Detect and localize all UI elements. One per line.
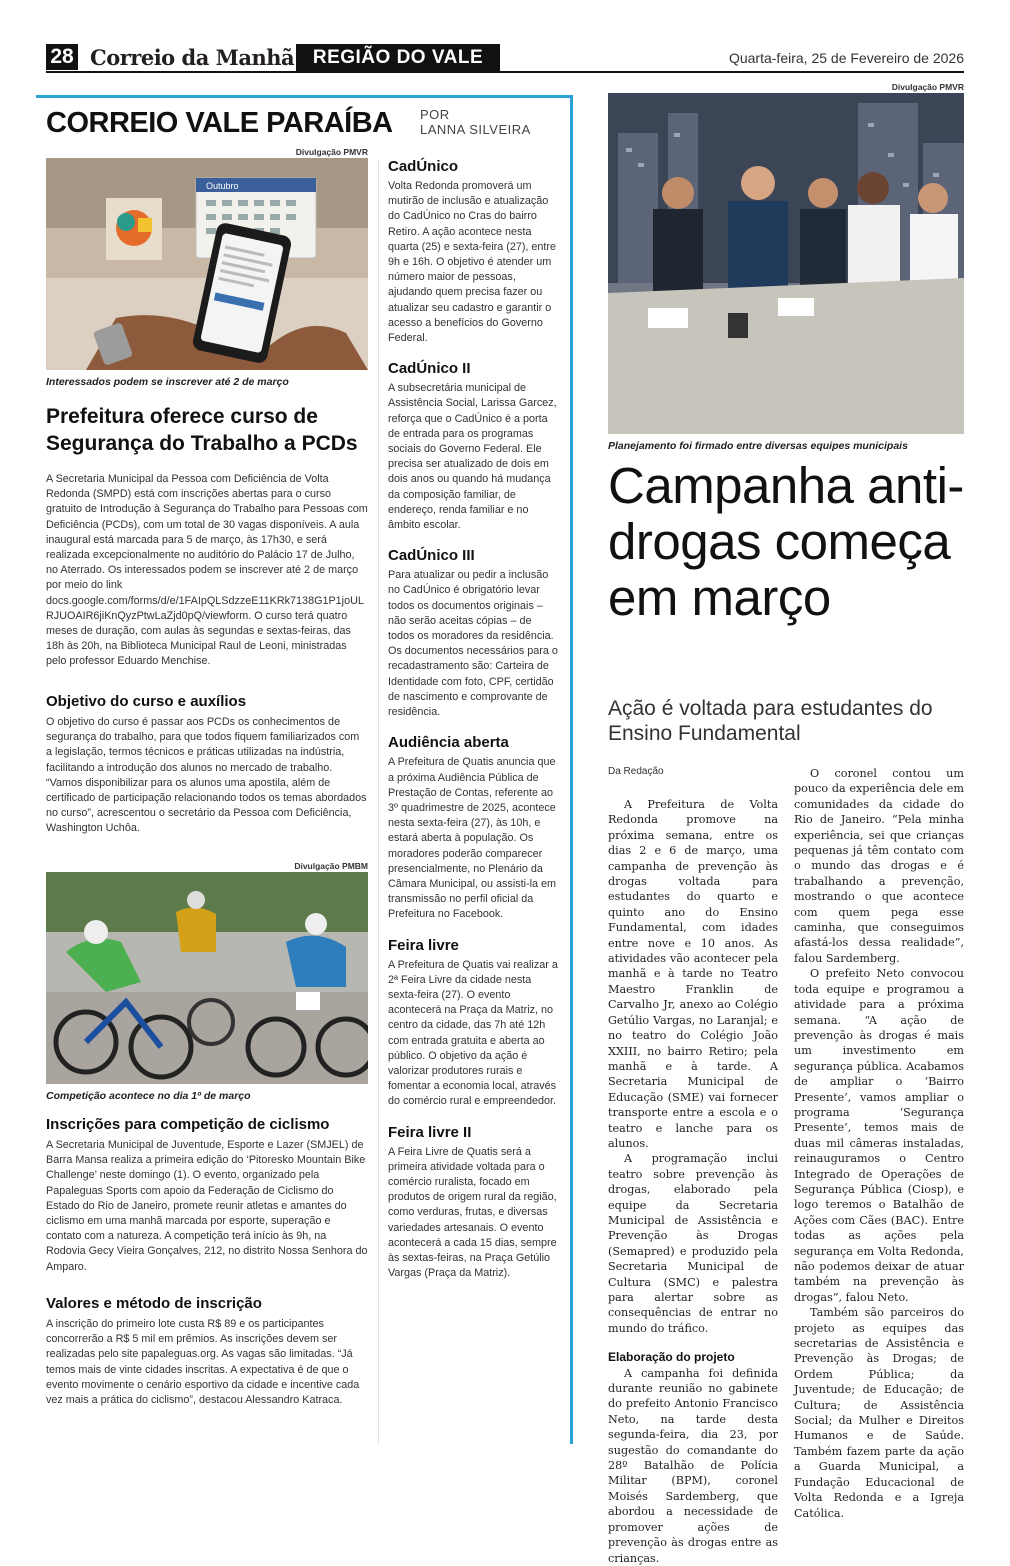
photo-caption: Interessados podem se inscrever até 2 de março bbox=[46, 376, 289, 388]
note-title: Feira livre bbox=[388, 936, 459, 954]
story-body bbox=[46, 1138, 368, 1275]
column-title: CORREIO VALE PARAÍBA bbox=[46, 107, 393, 139]
story-body bbox=[46, 715, 368, 837]
story-subheading: Valores e método de inscrição bbox=[46, 1295, 262, 1312]
phone-photo bbox=[46, 158, 368, 370]
main-column-1 bbox=[608, 797, 778, 1566]
conference-table bbox=[608, 278, 964, 434]
column-separator bbox=[378, 160, 379, 1445]
photo-caption: Planejamento foi firmado entre diversas equipes municipais bbox=[608, 440, 908, 452]
story-title: Prefeitura oferece curso de Segurança do Trabalho a PCDs bbox=[46, 405, 358, 455]
main-column-2 bbox=[794, 766, 964, 1521]
byline-by: POR bbox=[420, 107, 450, 122]
photo-credit: Divulgação PMVR bbox=[891, 82, 964, 92]
colorful-cube bbox=[106, 198, 162, 260]
column-byline bbox=[420, 107, 531, 137]
issue-date: Quarta-feira, 25 de Fevereiro de 2026 bbox=[728, 50, 964, 66]
byline-author: LANNA SILVEIRA bbox=[420, 122, 531, 137]
note-text: Para atualizar ou pedir a inclusão no CadÚnico é obrigatório levar todos os documentos originais – não serão aceitas cópias – de todos os moradores da residência. Os documentos necessários para o recadastramento são: Carteira de Identidade com foto, CPF, certidão de nascimento e comprovante de residência. bbox=[388, 569, 558, 719]
note-text: A Feira Livre de Quatis será a primeira atividade voltada para o comércio ruralista, focado em produtos de origem rural da região, como verduras, frutas, e diversas variedades artesanais. O evento acontecerá a cada 15 dias, sempre às sextas-feiras, na Praça Getúlio Vargas (Praça da Matriz). bbox=[388, 1145, 557, 1280]
note-title: CadÚnico II bbox=[388, 360, 471, 378]
note-text: A Prefeitura de Quatis vai realizar a 2ª Feira Livre da cidade nesta sexta-feira (27). O evento acontecerá na Praça da Matriz, no centro da cidade, das 7h até 12h com entrada gratuita e aberta ao público. O objetivo da ação é valorizar produtores rurais e fomentar a economia local, através do comércio rural e empreendedor. bbox=[388, 958, 558, 1108]
note-title: CadÚnico III bbox=[388, 547, 475, 565]
note-text: A Prefeitura de Quatis anuncia que a próxima Audiência Pública de Prestação de Contas, referente ao 3º quadrimestre de 2025, acontece nesta sexta-feira (27), às 10h, e estará aberta à população. Os moradores poderão comparecer presencialmente, no Plenário da Câmara Municipal, ou assisti-la em transmissão no perfil oficial da Prefeitura no Facebook. bbox=[388, 756, 557, 921]
paragraph: Também são parceiros do projeto as equipes das secretarias de Assistência e Prevenção às Drogas; de Ordem Pública; da Juventude; de Educação; de Cultura; de Assistência Social; da Mulher e Direitos Humanos e de Saúde. Também fazem parte da ação a Guarda Municipal, a Fundação Educacional de Volta Redonda e a Igreja Católica. bbox=[794, 1306, 964, 1520]
paragraph: A programação inclui teatro sobre prevenção às drogas, elaborado pela equipe da Secretaria Municipal de Assistência e Prevenção às Drogas (Semapred) e produzido pela Secretaria Municipal de Cultura (SMC) e palestra para alertar sobre as consequências de entrar no mundo do tráfico. bbox=[608, 1152, 778, 1335]
photo-caption: Competição acontece no dia 1º de março bbox=[46, 1090, 251, 1102]
story-body bbox=[46, 1317, 368, 1408]
calendar-label: Outubro bbox=[206, 181, 239, 191]
paragraph: O objetivo do curso é passar aos PCDs os conhecimentos de segurança do trabalho, para que todos fiquem familiarizados com a legislação, termos técnicos e práticas utilizadas na indústria, facilitando a introdução dos alunos no mercado de trabalho. “Vamos disponibilizar para os alunos uma apostila, além de certificado de participação relacionando todos os temas abordados no curso”, acrescentou o secretário da Pessoa com Deficiência, Washington Uchôa. bbox=[46, 716, 367, 835]
story-body bbox=[46, 472, 368, 670]
paragraph: A inscrição do primeiro lote custa R$ 89 e os participantes concorrerão a R$ 5 mil em prêmios. As inscrições devem ser realizadas pelo site papaleguas.org. As vagas são limitadas. “Já temos mais de vinte cidades inscritas. A expectativa é de que o evento movimente o cenário esportivo da cidade e incentive cada vez mais a prática do ciclismo”, destacou Alessandro Katraca. bbox=[46, 1318, 360, 1407]
story-title: Inscrições para competição de ciclismo bbox=[46, 1116, 330, 1133]
note-title: CadÚnico bbox=[388, 158, 459, 175]
paragraph: A campanha foi definida durante reunião no gabinete do prefeito Antonio Francisco Neto, na tarde desta segunda-feira, dia 23, por sugestão do comandante do 28º Batalhão de Polícia Militar (BPM), coronel Moisés Sardemberg, que abordou a necessidade de promover ações de prevenção às drogas entre as crianças. bbox=[608, 1366, 778, 1565]
main-subhead: Ação é voltada para estudantes do Ensino Fundamental bbox=[608, 697, 933, 745]
cycling-photo bbox=[46, 872, 368, 1084]
note-title: Feira livre II bbox=[388, 1123, 472, 1141]
section-label: REGIÃO DO VALE bbox=[296, 44, 500, 71]
page-number: 28 bbox=[46, 44, 78, 70]
newspaper-name: Correio da Manhã bbox=[90, 45, 295, 70]
paragraph: A Secretaria Municipal de Juventude, Esporte e Lazer (SMJEL) de Barra Mansa realiza a primeira edição do ‘Pitoresko Mountain Bike Challenge’ neste domingo (1). O evento, organizado pela Papaleguas Sports com apoio da Federação de Ciclismo do Estado do Rio de Janeiro, promete reunir atletas e amantes do ciclismo em uma manhã marcada por esporte, superação e contato com a natureza. A competição terá início às 9h, na Rodovia Gecy Vieira Gonçalves, 212, no distrito Nossa Senhora do Amparo. bbox=[46, 1139, 368, 1273]
meeting-photo bbox=[608, 93, 964, 434]
story-subheading: Elaboração do projeto bbox=[608, 1350, 735, 1365]
paragraph: O coronel contou um pouco da experiência dele em comunidades da cidade do Rio de Janeiro. “Pela minha experiência, sei que crianças pequenas já têm contato com o mundo das drogas e é trabalhando a prevenção, mostrando o que acontece com quem pega esse caminha, que conseguimos afastá-los dessa realidade”, falou Sardemberg. bbox=[794, 767, 964, 965]
paragraph: O prefeito Neto convocou toda equipe e programou a atividade para a próxima semana. “A ação de prevenção às drogas é mais um investimento em segurança pública. Acabamos de ampliar o ‘Bairro Presente’, vamos ampliar o programa ‘Segurança Presente’, temos mais de duas mil câmeras instaladas, reinauguramos o Centro Integrado de Operações de Segurança Pública (Ciosp), e logo teremos o Batalhão de Ações com Cães (BAC). Entre todas as ações pela segurança em Volta Redonda, não podemos deixar de atuar também na prevenção às drogas”, falou Neto. bbox=[794, 967, 964, 1304]
header-rule bbox=[46, 71, 964, 73]
paragraph: A Secretaria Municipal da Pessoa com Deficiência de Volta Redonda (SMPD) está com inscrições abertas para o curso gratuito de Introdução à Segurança do Trabalho para Pessoas com Deficiência (PCDs), com um total de 30 vagas disponíveis. A aula inaugural está marcada para 5 de março, às 17h30, e será realizada excepcionalmente no auditório do Palácio 17 de Julho, no Aterrado. Os interessados podem se inscrever até 2 de março por meio do link docs.google.com/forms/d/e/1FAIpQLSdzzeE11KRk7138G1P1joULRJUOAIR6jiKnQyzPtwLaZjd0pQ/viewform. O curso terá quatro meses de duração, com aulas às segundas e sextas-feiras, das 18h às 20h, na Biblioteca Municipal Raul de Leoni, ministradas pelo professor Eduardo Menchise. bbox=[46, 473, 368, 668]
note-text: A subsecretária municipal de Assistência Social, Larissa Garcez, reforça que o CadÚnico é a porta de entrada para os programas sociais do Governo Federal. Ele precisa ser atualizado de dois em dois anos ou quando há mudança da composição familiar, de endereço, renda familiar e no âmbito escolar. bbox=[388, 382, 557, 532]
notes-column bbox=[388, 157, 560, 1281]
photo-credit: Divulgação PMBM bbox=[294, 861, 368, 871]
photo-credit: Divulgação PMVR bbox=[295, 147, 368, 157]
paragraph: A Prefeitura de Volta Redonda promove na próxima semana, entre os dias 2 e 6 de março, uma campanha de prevenção às drogas voltada para estudantes do quarto e quinto ano do Ensino Fundamental, com idades entre nove e 10 anos. As atividades vão acontecer pela manhã e à tarde no Teatro Maestro Franklin de Carvalho Jr, anexo ao Colégio Getúlio Vargas, no Laranjal; e no teatro do Colégio João XXIII, no bairro Retiro; pela manhã e à tarde. A Secretaria Municipal de Educação (SME) vai fornecer transporte entre a escola e o teatro e lanche para os alunos. bbox=[608, 798, 778, 1150]
note-text: Volta Redonda promoverá um mutirão de inclusão e atualização do CadÚnico no Cras do bairro Retiro. A ação acontece nesta quarta (25) e sexta-feira (27), entre 9h e 16h. O objetivo é atender um número maior de pessoas, ajudando quem precisa fazer ou atualizar seu cadastro e garantir o acesso a benefícios do Governo Federal. bbox=[388, 180, 557, 345]
story-subheading: Objetivo do curso e auxílios bbox=[46, 693, 247, 710]
main-headline: Campanha anti-drogas começa em março bbox=[608, 457, 964, 626]
story-byline: Da Redação bbox=[608, 766, 664, 777]
note-title: Audiência aberta bbox=[388, 734, 509, 752]
